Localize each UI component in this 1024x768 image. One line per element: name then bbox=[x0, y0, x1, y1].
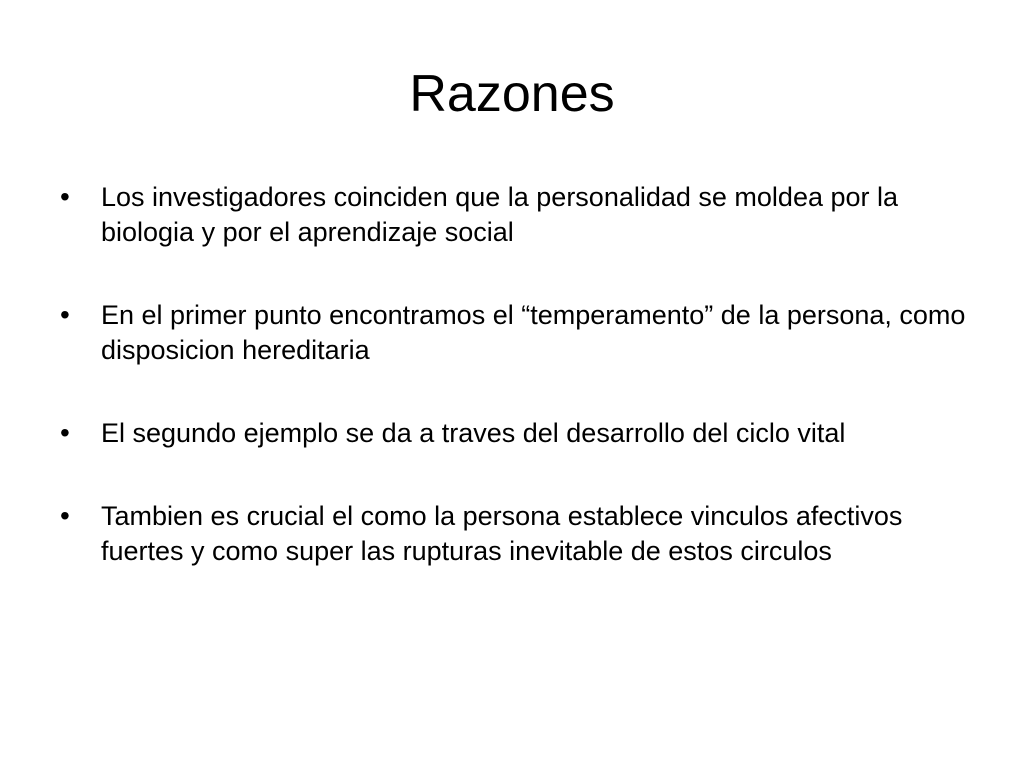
bullet-list bbox=[60, 180, 970, 617]
bullet-item bbox=[60, 180, 970, 250]
bullet-icon: • bbox=[60, 181, 70, 212]
bullet-item bbox=[60, 416, 970, 451]
slide-title: Razones bbox=[409, 65, 615, 123]
bullet-text: El segundo ejemplo se da a traves del desarrollo del ciclo vital bbox=[101, 418, 846, 448]
bullet-item bbox=[60, 499, 970, 569]
bullet-item bbox=[60, 298, 970, 368]
bullet-text: Tambien es crucial el como la persona establece vinculos afectivos fuertes y como super las rupturas inevitable de estos circulos bbox=[101, 501, 903, 566]
bullet-icon: • bbox=[60, 417, 70, 448]
bullet-icon: • bbox=[60, 299, 70, 330]
bullet-text: En el primer punto encontramos el “temperamento” de la persona, como disposicion hereditaria bbox=[101, 300, 966, 365]
bullet-icon: • bbox=[60, 500, 70, 531]
bullet-text: Los investigadores coinciden que la personalidad se moldea por la biologia y por el aprendizaje social bbox=[101, 182, 899, 247]
